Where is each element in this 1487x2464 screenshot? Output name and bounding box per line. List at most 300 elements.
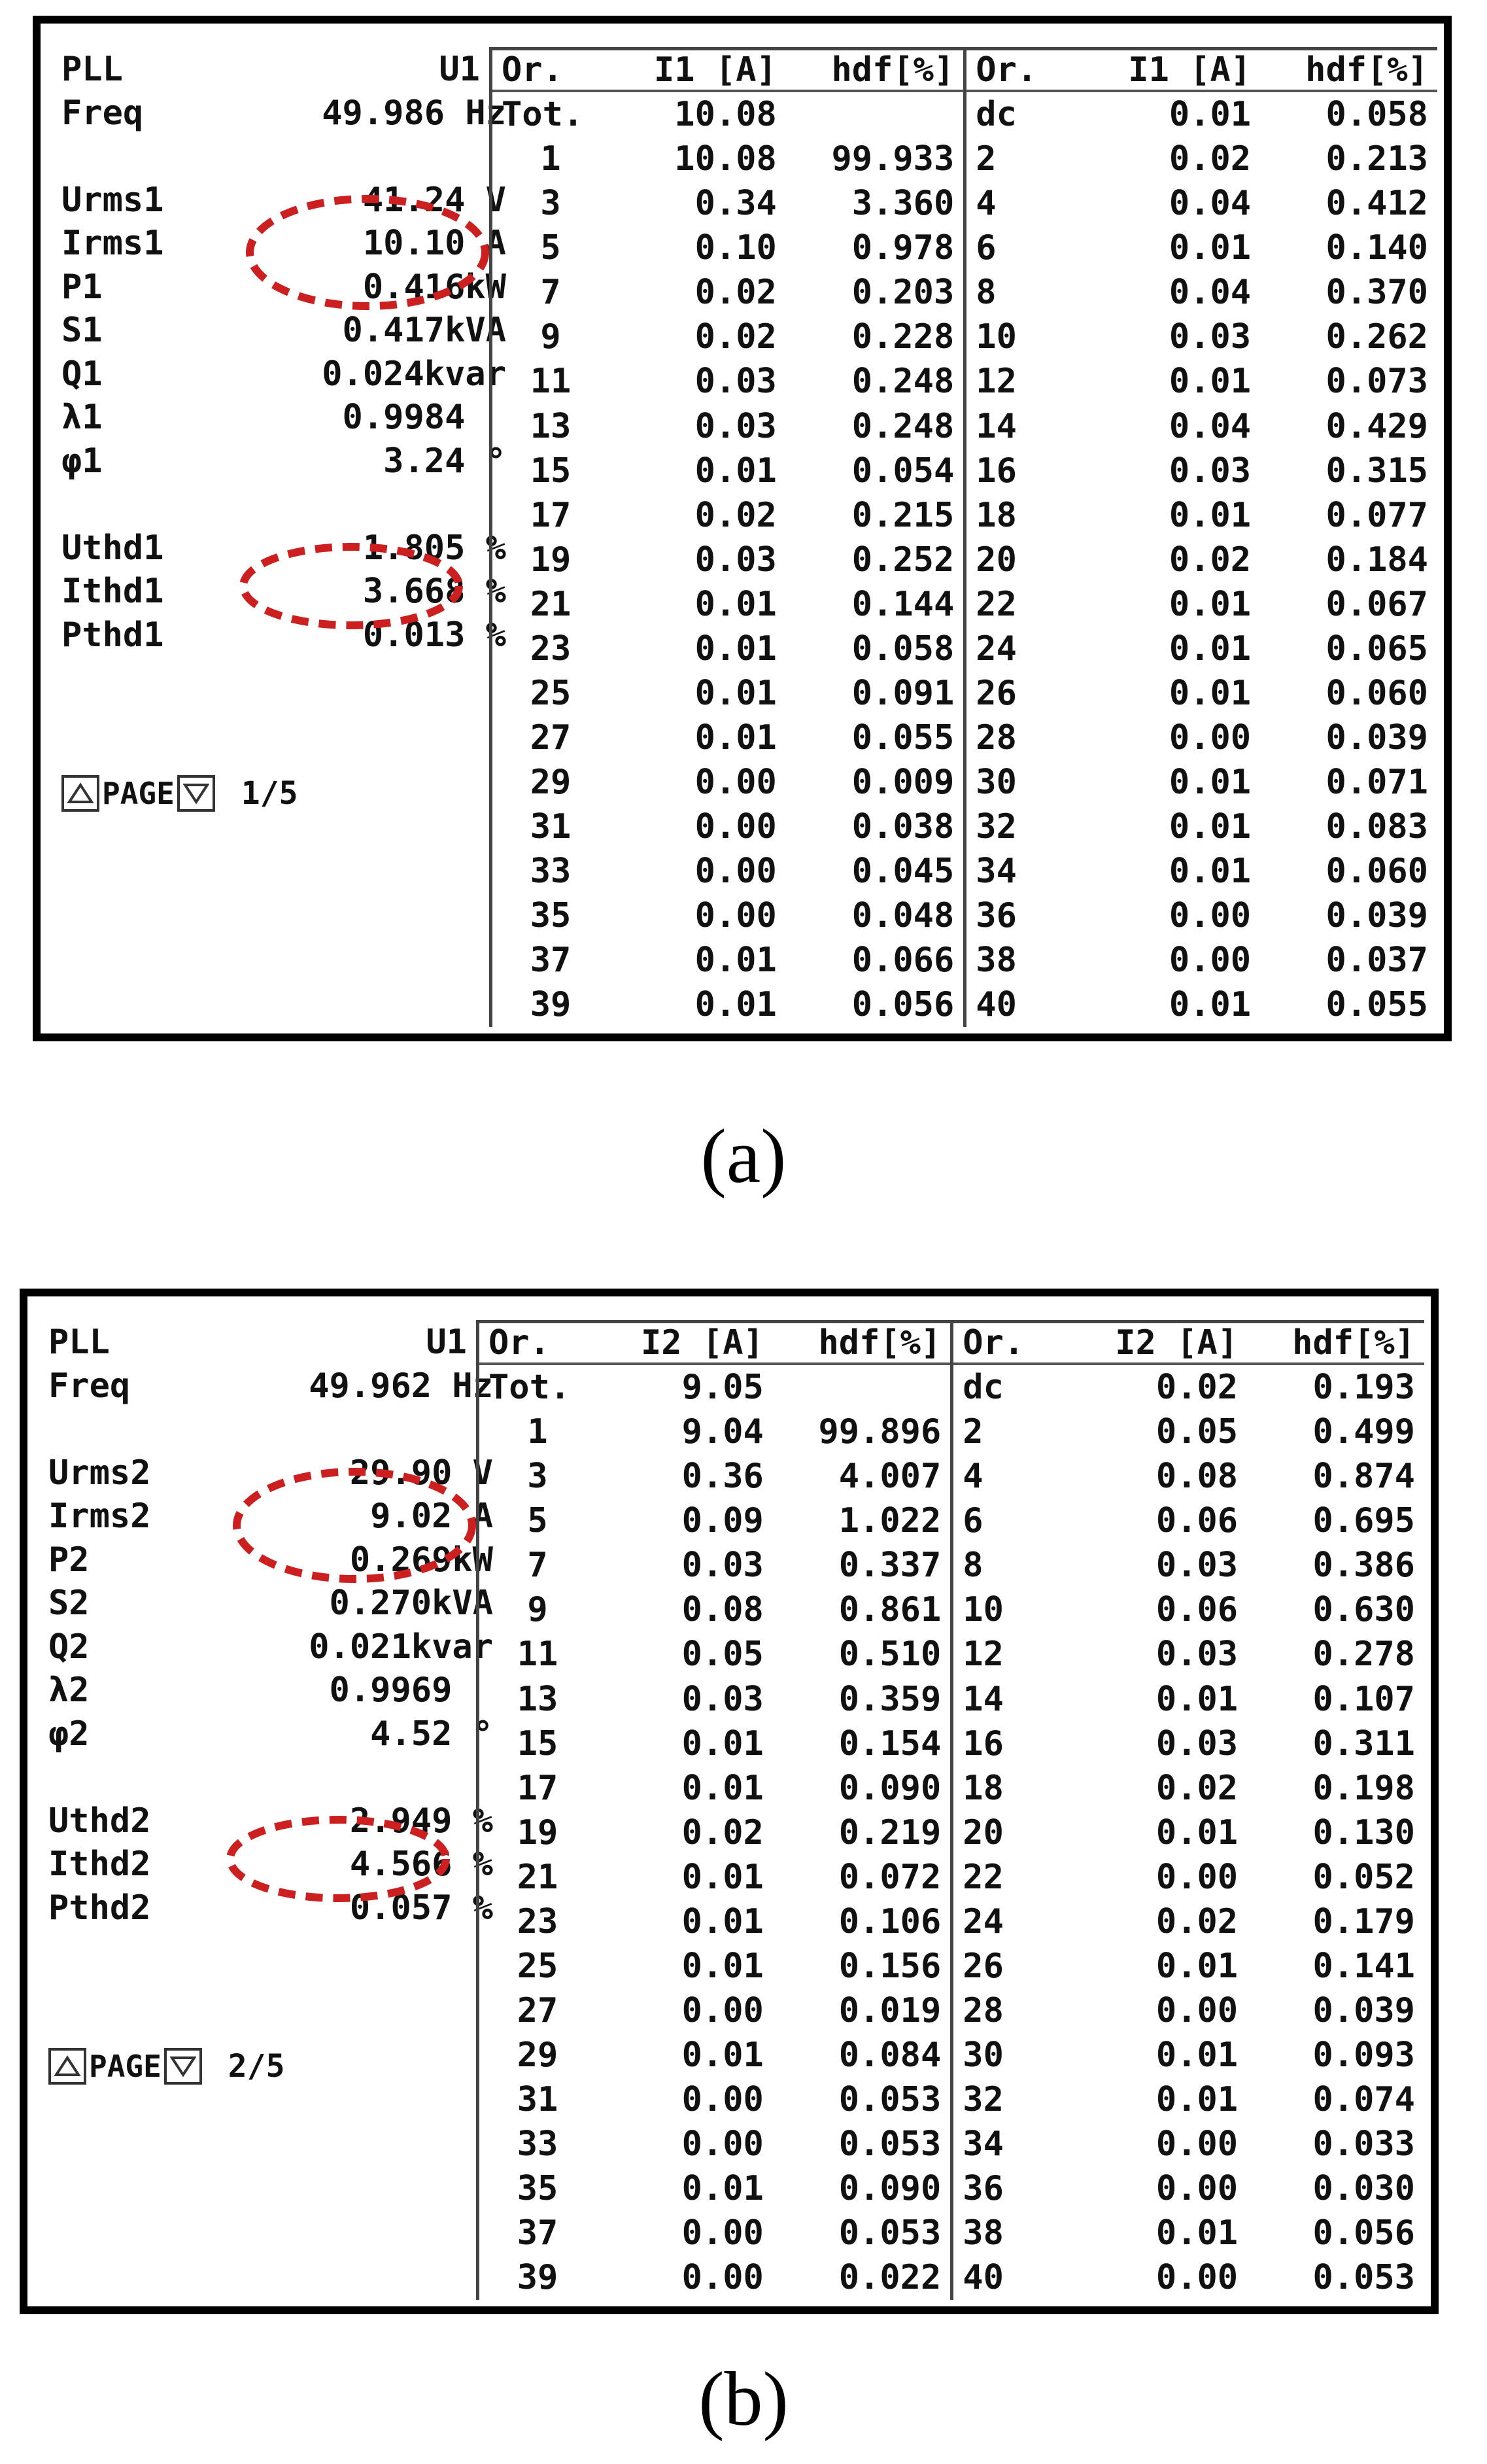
param-label: φ1	[61, 441, 103, 481]
table-cell: 0.02	[1155, 1368, 1239, 1408]
table-cell: 30	[965, 760, 1084, 805]
table-cell: 28	[952, 1988, 1070, 2033]
table-row	[491, 760, 1438, 805]
table-cell: 0.03	[1155, 1724, 1239, 1763]
table-row	[478, 2211, 1425, 2255]
table-header-row	[491, 49, 1438, 92]
table-cell: 0.107	[1312, 1679, 1415, 1719]
table-row	[491, 315, 1438, 359]
table-cell: 0.00	[681, 2257, 764, 2297]
table-row	[478, 1454, 1425, 1499]
table-row	[491, 91, 1438, 137]
table-cell: 17	[517, 1768, 558, 1808]
table-row	[491, 982, 1438, 1027]
param-label: Uthd1	[61, 528, 164, 568]
table-cell: 0.429	[1325, 406, 1428, 446]
table-cell: 0.093	[1312, 2035, 1415, 2075]
column-header: Or.	[952, 1322, 1070, 1364]
table-cell: 0.01	[681, 1768, 764, 1808]
table-cell	[786, 91, 965, 137]
table-row	[478, 1944, 1425, 1988]
table-cell: 0.04	[1169, 406, 1252, 446]
table-cell: 34	[952, 2122, 1070, 2166]
param-label: Ithd1	[61, 572, 164, 611]
table-row	[491, 627, 1438, 671]
param-label: P1	[61, 267, 103, 307]
channel-label: U1	[426, 1323, 467, 1362]
table-cell: 0.01	[1169, 584, 1252, 624]
table-cell: 0.060	[1325, 673, 1428, 713]
table-cell: 24	[965, 627, 1084, 671]
table-cell: 37	[517, 2213, 558, 2253]
table-header-row	[478, 1322, 1425, 1364]
table-cell: 0.01	[694, 718, 777, 757]
param-value: 0.057 %	[349, 1888, 493, 1928]
table-cell: 0.203	[851, 273, 955, 313]
table-cell: 0.01	[1169, 629, 1252, 668]
table-cell: 0.091	[851, 673, 955, 713]
param-ithd1	[61, 572, 506, 615]
table-row	[491, 716, 1438, 760]
table-cell: 40	[965, 982, 1084, 1027]
table-cell: 0.00	[681, 1990, 764, 2030]
table-cell: 9.05	[681, 1368, 764, 1408]
table-row	[478, 1988, 1425, 2033]
page-number: 1/5	[241, 775, 298, 812]
table-row	[478, 1588, 1425, 1632]
table-cell: 0.228	[851, 317, 955, 357]
table-cell: 27	[530, 718, 572, 757]
table-cell: 27	[517, 1990, 558, 2030]
table-row	[491, 270, 1438, 315]
table-row	[491, 359, 1438, 404]
table-row	[478, 2077, 1425, 2122]
table-cell: 3.360	[851, 184, 955, 224]
table-cell: 34	[965, 849, 1084, 894]
param-p2	[48, 1540, 493, 1584]
table-row	[491, 226, 1438, 270]
param-label: λ1	[61, 398, 103, 437]
table-cell: 39	[517, 2257, 558, 2297]
channel-label: U1	[439, 50, 480, 89]
harmonics-table-b	[476, 1320, 1424, 2300]
table-cell: 15	[530, 451, 572, 491]
table-cell: 19	[517, 1813, 558, 1852]
table-row	[491, 894, 1438, 938]
table-cell: 0.03	[681, 1679, 764, 1719]
table-cell: 22	[965, 582, 1084, 627]
table-cell: 2	[965, 137, 1084, 181]
param-uthd2	[48, 1801, 493, 1845]
param-λ2	[48, 1671, 493, 1714]
param-value: 9.02 A	[370, 1497, 493, 1536]
param-value: 3.24 °	[383, 441, 506, 481]
table-cell: 0.140	[1325, 228, 1428, 268]
table-row	[478, 1900, 1425, 1944]
table-cell: 38	[952, 2211, 1070, 2255]
param-value: 4.52 °	[370, 1714, 493, 1754]
table-cell: 0.386	[1312, 1546, 1415, 1586]
table-cell: 21	[517, 1857, 558, 1897]
table-cell: 13	[517, 1679, 558, 1719]
table-cell: 0.09	[681, 1501, 764, 1541]
page-label: PAGE	[89, 2049, 162, 2084]
table-cell: 0.311	[1312, 1724, 1415, 1763]
table-cell: 5	[540, 228, 561, 268]
table-row	[478, 1722, 1425, 1766]
table-cell: 29	[517, 2035, 558, 2075]
table-cell: 0.01	[681, 1724, 764, 1763]
table-row	[478, 1766, 1425, 1811]
table-cell: 0.00	[681, 2079, 764, 2119]
table-cell: 11	[530, 362, 572, 402]
param-value: 0.024kvar	[322, 354, 506, 394]
table-row	[478, 1855, 1425, 1900]
param-q1	[61, 355, 506, 398]
column-header: I2 [A]	[1070, 1322, 1247, 1364]
table-cell: 0.315	[1325, 451, 1428, 491]
triangle-down-icon	[170, 2055, 196, 2077]
table-cell: 0.861	[838, 1590, 942, 1630]
param-spacer	[48, 1758, 493, 1801]
page-up-button[interactable]	[48, 2048, 86, 2085]
table-cell: 0.00	[1155, 2124, 1239, 2164]
param-spacer	[61, 485, 506, 528]
table-cell: 0.02	[694, 495, 777, 535]
table-cell: 0.01	[1169, 362, 1252, 402]
page-number: 2/5	[228, 2048, 285, 2085]
table-cell: 0.01	[694, 584, 777, 624]
table-row	[491, 582, 1438, 627]
param-label: λ2	[48, 1671, 90, 1710]
triangle-down-icon	[183, 782, 209, 805]
column-header: hdf[%]	[786, 49, 965, 92]
page-up-button[interactable]	[61, 775, 99, 812]
table-row	[491, 449, 1438, 493]
param-freq	[61, 94, 506, 137]
table-cell: 9.04	[681, 1412, 764, 1452]
table-cell: 4	[952, 1454, 1070, 1499]
param-label: Ithd2	[48, 1845, 151, 1884]
measurement-summary	[48, 1323, 500, 2291]
table-cell: 18	[952, 1766, 1070, 1811]
harmonics-table	[489, 47, 1437, 1027]
mode-label: PLL	[61, 50, 123, 89]
table-cell: 0.02	[1169, 540, 1252, 580]
table-cell: 0.179	[1312, 1901, 1415, 1941]
param-value: 1.805 %	[362, 528, 506, 568]
table-cell: 0.073	[1325, 362, 1428, 402]
table-cell: 0.05	[1155, 1412, 1239, 1452]
table-cell: 0.01	[1169, 95, 1252, 135]
table-cell: 0.262	[1325, 317, 1428, 357]
param-label: Freq	[61, 93, 144, 133]
table-cell: 0.038	[851, 807, 955, 846]
table-cell: 15	[517, 1724, 558, 1763]
table-cell: 0.510	[838, 1635, 942, 1674]
table-cell: 99.896	[818, 1412, 942, 1452]
table-cell: 0.193	[1312, 1368, 1415, 1408]
table-row	[491, 538, 1438, 582]
table-cell: 2	[952, 1410, 1070, 1454]
table-cell: 0.03	[694, 540, 777, 580]
table-row	[478, 2122, 1425, 2166]
table-cell: 0.052	[1312, 1857, 1415, 1897]
table-cell: 0.248	[851, 362, 955, 402]
table-row	[478, 1632, 1425, 1676]
param-irms1	[61, 224, 506, 267]
table-row	[478, 1543, 1425, 1588]
table-cell: 0.00	[1155, 1857, 1239, 1897]
table-cell: 0.030	[1312, 2168, 1415, 2208]
table-cell: 0.02	[1169, 139, 1252, 179]
column-header: I2 [A]	[596, 1322, 773, 1364]
column-header: I1 [A]	[1083, 49, 1260, 92]
table-cell: 0.00	[694, 807, 777, 846]
table-cell: 31	[517, 2079, 558, 2119]
table-cell: 18	[965, 493, 1084, 538]
table-cell: 0.090	[838, 2168, 942, 2208]
table-cell: 0.01	[681, 1901, 764, 1941]
table-row	[478, 1676, 1425, 1721]
page-down-button[interactable]	[177, 775, 215, 812]
table-cell: 0.03	[1155, 1635, 1239, 1674]
table-cell: 0.037	[1325, 940, 1428, 980]
table-cell: 1.022	[838, 1501, 942, 1541]
table-cell: 0.01	[1169, 984, 1252, 1024]
param-label: Irms1	[61, 224, 164, 263]
column-header: I1 [A]	[609, 49, 786, 92]
param-label: S2	[48, 1584, 90, 1623]
param-label: S1	[61, 311, 103, 350]
param-p1	[61, 268, 506, 311]
table-cell: 0.00	[1169, 940, 1252, 980]
table-cell: 24	[952, 1900, 1070, 1944]
param-label: Irms2	[48, 1497, 151, 1536]
table-cell: 12	[965, 359, 1084, 404]
table-cell: 0.056	[1312, 2213, 1415, 2253]
table-cell: 0.01	[1155, 2213, 1239, 2253]
table-cell	[773, 1364, 952, 1410]
table-cell: 26	[952, 1944, 1070, 1988]
table-cell: 0.056	[851, 984, 955, 1024]
table-cell: 0.067	[1325, 584, 1428, 624]
table-cell: 0.36	[681, 1457, 764, 1497]
param-value: 49.986 Hz	[322, 93, 506, 133]
table-cell: 0.412	[1325, 184, 1428, 224]
table-cell: 0.00	[694, 762, 777, 802]
table-cell: 0.06	[1155, 1501, 1239, 1541]
table-cell: 22	[952, 1855, 1070, 1900]
param-value: 10.10 A	[362, 224, 506, 263]
table-cell: 0.01	[1155, 2079, 1239, 2119]
table-cell: 0.01	[681, 1946, 764, 1986]
table-cell: 11	[517, 1635, 558, 1674]
param-value: 3.668 %	[362, 572, 506, 611]
table-row	[478, 1410, 1425, 1454]
table-cell: 0.01	[681, 1857, 764, 1897]
table-cell: 0.01	[1169, 495, 1252, 535]
param-value: 0.417kVA	[342, 311, 506, 350]
table-cell: 0.337	[838, 1546, 942, 1586]
table-cell: 0.215	[851, 495, 955, 535]
param-value: 0.9984	[342, 398, 506, 437]
table-cell: 10.08	[674, 95, 777, 135]
param-value: 0.269kW	[349, 1540, 493, 1580]
param-label: Q1	[61, 354, 103, 394]
table-cell: 0.01	[1155, 1946, 1239, 1986]
table-cell: 0.01	[694, 451, 777, 491]
table-cell: 0.01	[1169, 673, 1252, 713]
table-cell: 0.04	[1169, 273, 1252, 313]
header-row	[61, 50, 506, 93]
table-cell: 0.08	[1155, 1457, 1239, 1497]
table-cell: 0.144	[851, 584, 955, 624]
table-cell: 0.499	[1312, 1412, 1415, 1452]
param-label: φ2	[48, 1714, 90, 1754]
table-cell: 0.022	[838, 2257, 942, 2297]
table-cell: 0.071	[1325, 762, 1428, 802]
param-φ2	[48, 1714, 493, 1758]
param-urms2	[48, 1453, 493, 1497]
table-cell: 0.01	[1155, 1679, 1239, 1719]
table-cell: 0.072	[838, 1857, 942, 1897]
table-cell: 0.978	[851, 228, 955, 268]
table-cell: 0.01	[1169, 228, 1252, 268]
page-control	[61, 772, 298, 815]
table-cell: 0.053	[838, 2124, 942, 2164]
page-label: PAGE	[102, 776, 175, 811]
table-cell: 0.34	[694, 184, 777, 224]
table-cell: 0.03	[1169, 317, 1252, 357]
table-cell: 7	[540, 273, 561, 313]
table-cell: 0.01	[681, 2168, 764, 2208]
table-cell: 0.055	[1325, 984, 1428, 1024]
param-uthd1	[61, 529, 506, 572]
table-cell: 35	[517, 2168, 558, 2208]
table-cell: 0.045	[851, 851, 955, 891]
param-ithd2	[48, 1845, 493, 1888]
table-cell: 0.278	[1312, 1635, 1415, 1674]
table-cell: 14	[952, 1676, 1070, 1721]
table-cell: dc	[965, 91, 1084, 137]
table-cell: 23	[517, 1901, 558, 1941]
table-cell: 0.04	[1169, 184, 1252, 224]
table-cell: 0.039	[1325, 895, 1428, 935]
table-cell: 3	[527, 1457, 548, 1497]
table-cell: 0.00	[1155, 2257, 1239, 2297]
param-value: 4.566 %	[349, 1845, 493, 1884]
table-cell: 0.090	[838, 1768, 942, 1808]
table-cell: 13	[530, 406, 572, 446]
table-cell: 0.01	[1169, 807, 1252, 846]
table-cell: 32	[965, 805, 1084, 849]
table-cell: 0.141	[1312, 1946, 1415, 1986]
table-cell: Tot.	[502, 95, 584, 135]
table-cell: 0.055	[851, 718, 955, 757]
param-irms2	[48, 1497, 493, 1540]
table-row	[491, 137, 1438, 181]
table-cell: 9	[527, 1590, 548, 1630]
table-cell: 20	[952, 1811, 1070, 1855]
triangle-up-icon	[54, 2055, 80, 2077]
harmonics-panel-b	[20, 1289, 1439, 2314]
table-cell: 0.01	[1155, 1813, 1239, 1852]
column-header: Or.	[491, 49, 609, 92]
table-cell: 0.009	[851, 762, 955, 802]
table-cell: 0.039	[1312, 1990, 1415, 2030]
table-cell: 0.048	[851, 895, 955, 935]
table-cell: 0.03	[1155, 1546, 1239, 1586]
table-cell: 0.00	[1169, 895, 1252, 935]
param-spacer	[61, 137, 506, 180]
table-cell: 0.03	[694, 362, 777, 402]
param-value: 0.416kW	[362, 267, 506, 307]
table-cell: 6	[952, 1499, 1070, 1543]
table-cell: 0.074	[1312, 2079, 1415, 2119]
header-row	[48, 1323, 493, 1366]
param-label: Uthd2	[48, 1801, 151, 1841]
table-cell: 36	[952, 2166, 1070, 2211]
table-cell: 0.00	[681, 2124, 764, 2164]
table-cell: 10	[952, 1588, 1070, 1632]
mode-label: PLL	[48, 1323, 110, 1362]
table-cell: 0.154	[838, 1724, 942, 1763]
table-row	[478, 2166, 1425, 2211]
param-value: 0.270kVA	[329, 1584, 493, 1623]
param-value: 0.013 %	[362, 615, 506, 655]
page-down-button[interactable]	[164, 2048, 202, 2085]
table-cell: 0.065	[1325, 629, 1428, 668]
param-value: 29.90 V	[349, 1453, 493, 1493]
harmonics-table	[476, 1320, 1424, 2300]
table-cell: 0.077	[1325, 495, 1428, 535]
table-cell: 0.00	[694, 851, 777, 891]
table-cell: 0.00	[1155, 1990, 1239, 2030]
table-cell: 99.933	[831, 139, 955, 179]
table-cell: 0.213	[1325, 139, 1428, 179]
table-cell: 0.02	[694, 273, 777, 313]
table-cell: 31	[530, 807, 572, 846]
table-cell: 0.02	[694, 317, 777, 357]
table-cell: 0.01	[694, 673, 777, 713]
table-cell: 0.058	[1325, 95, 1428, 135]
table-cell: 39	[530, 984, 572, 1024]
table-cell: 0.00	[694, 895, 777, 935]
table-row	[478, 1811, 1425, 1855]
harmonics-table-a	[489, 47, 1437, 1027]
table-cell: 6	[965, 226, 1084, 270]
table-cell: 29	[530, 762, 572, 802]
table-row	[491, 493, 1438, 538]
table-cell: 35	[530, 895, 572, 935]
harmonics-panel-a	[33, 16, 1452, 1041]
table-cell: 0.083	[1325, 807, 1428, 846]
column-header: Or.	[478, 1322, 596, 1364]
table-cell: 4.007	[838, 1457, 942, 1497]
table-cell: 23	[530, 629, 572, 668]
table-cell: 9	[540, 317, 561, 357]
table-cell: 0.06	[1155, 1590, 1239, 1630]
table-cell: 0.106	[838, 1901, 942, 1941]
param-value: 2.949 %	[349, 1801, 493, 1841]
table-cell: 0.01	[694, 940, 777, 980]
param-pthd2	[48, 1888, 493, 1932]
table-cell: 36	[965, 894, 1084, 938]
table-cell: 12	[952, 1632, 1070, 1676]
table-row	[491, 849, 1438, 894]
table-cell: 16	[965, 449, 1084, 493]
